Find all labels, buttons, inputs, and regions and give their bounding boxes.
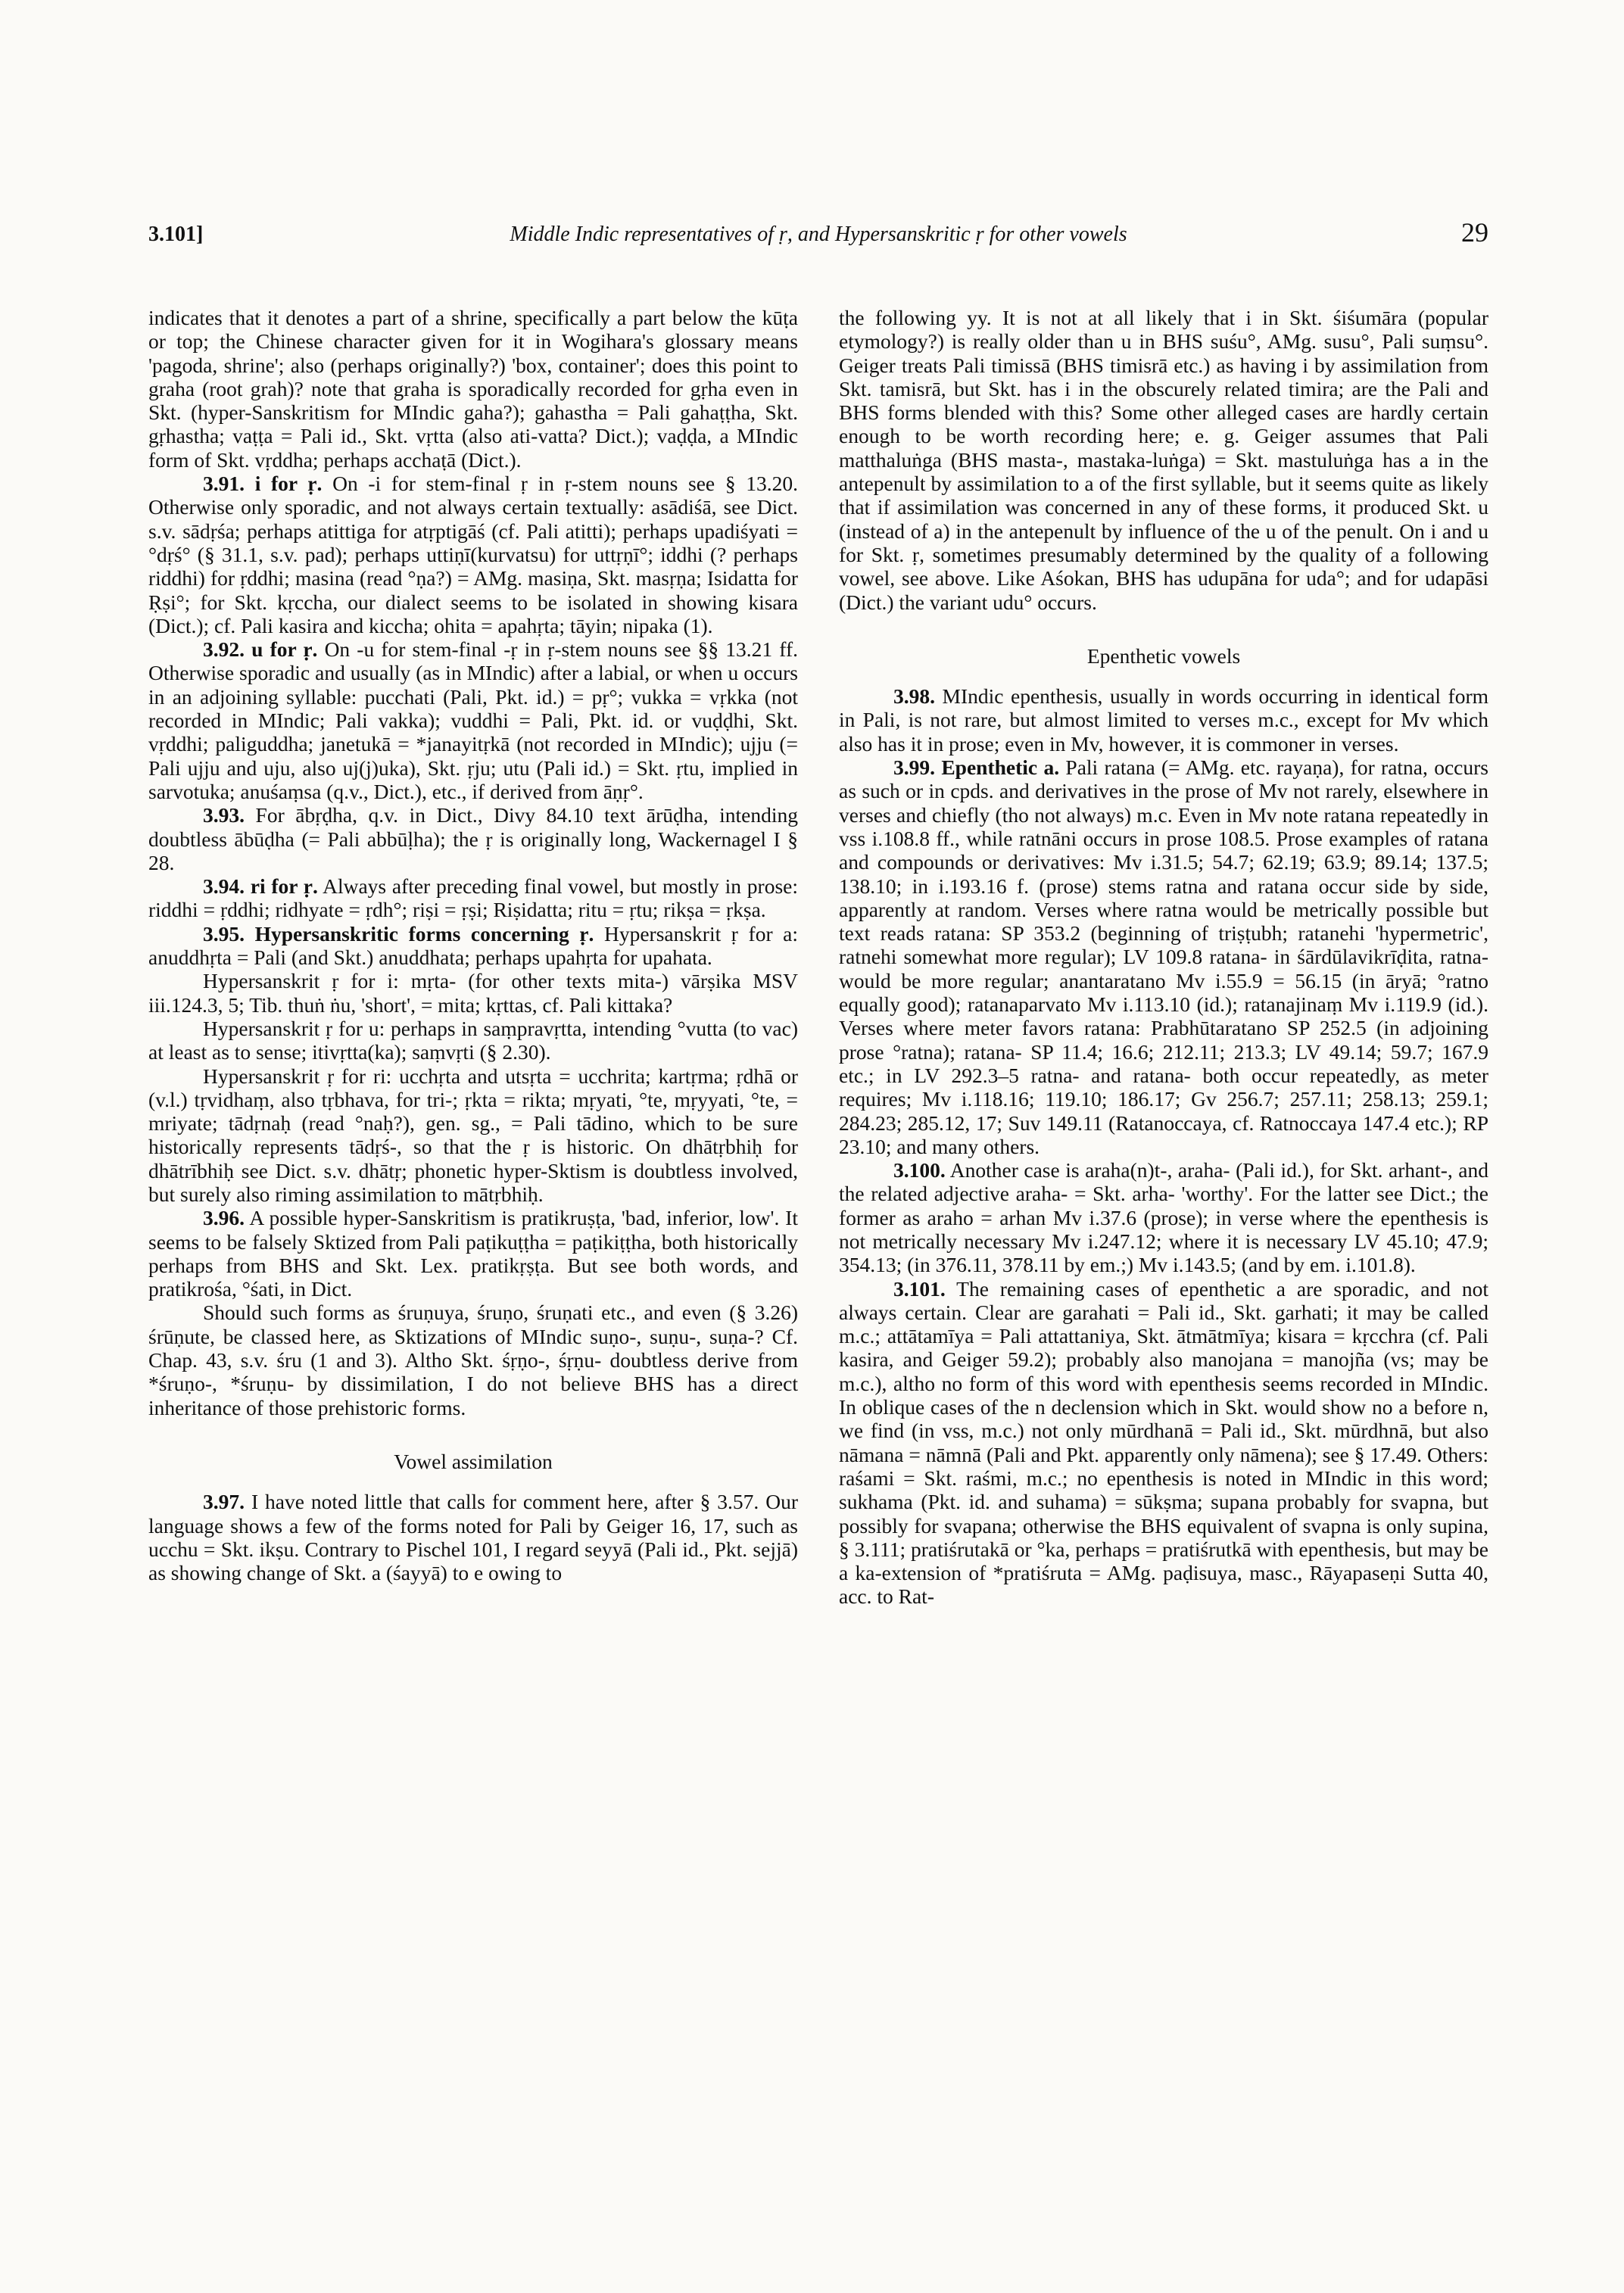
paragraph-3-96: 3.96. A possible hyper-Sanskritism is pratikruṣṭa, 'bad, inferior, low'. It seems to be falsely Sktized from Pali paṭikuṭṭha = paṭikiṭṭha, both historically perhaps from BHS and Skt. Lex. pratikṛṣṭa. But see both words, and pratikrośa, °śati, in Dict. xyxy=(148,1206,798,1301)
left-column xyxy=(148,306,798,2244)
paragraph-number: 3.94. xyxy=(203,874,245,899)
section-reference: 3.101] xyxy=(148,223,204,246)
paragraph-number: 3.92. xyxy=(203,637,245,662)
paragraph-heading: i for ṛ. xyxy=(254,472,323,496)
paragraph-heading: Epenthetic a. xyxy=(941,756,1060,780)
paragraph-number: 3.97. xyxy=(203,1490,245,1514)
paragraph-heading: u for ṛ. xyxy=(251,637,318,662)
paragraph-3-96-b: Should such forms as śruṇuya, śruṇo, śruṇati etc., and even (§ 3.26) śrūṇute, be classed here, as Sktizations of MIndic suṇo-, suṇu-, suṇa-? Cf. Chap. 43, s.v. śru (1 and 3). Altho Skt. śṛṇo-, śṛṇu- doubtless derive from *śruṇo-, *śruṇu- by dissimilation, I do not believe BHS has a direct inheritance of those prehistoric forms. xyxy=(148,1301,798,1419)
paragraph-continuation: the following yy. It is not at all likely that i in Skt. śiśumāra (popular etymology?) is really older than u in BHS suśu°, AMg. susu°, Pali suṃsu°. Geiger treats Pali timissā (BHS timisrā etc.) as having i by assimilation from Skt. tamisrā, but Skt. has i in the obscurely related timira; are the Pali and BHS forms blended with this? Some other alleged cases are hardly certain enough to be worth recording here; e. g. Geiger assumes that Pali matthaluṅga (BHS masta-, mastaka-luṅga) = Skt. mastuluṅga has a in the antepenult by assimilation to a of the first syllable, but it seems quite as likely that if assimilation was concerned in any of these forms, it produced Skt. u (instead of a) in the antepenult by influence of the u of the penult. On i and u for Skt. ṛ, sometimes presumably determined by the quality of a following vowel, see above. Like Aśokan, BHS has udupāna for uda°; and for udapāsi (Dict.) the variant udu° occurs. xyxy=(839,306,1488,614)
section-heading-epenthetic-vowels: Epenthetic vowels xyxy=(1086,643,1241,668)
paragraph-heading: ri for ṛ. xyxy=(250,874,318,899)
paragraph-continuation: indicates that it denotes a part of a shrine, specifically a part below the kūṭa or top; the Chinese character given for it in Wogihara's glossary means 'pagoda, shrine'; also (perhaps originally?) 'box, container'; does this point to graha (root grah)? note that graha is sporadically recorded for gṛha even in Skt. (hyper-Sanskritism for MIndic gaha?); gahastha = Pali gahaṭṭha, Skt. gṛhastha; vaṭṭa = Pali id., Skt. vṛtta (also ati-vatta? Dict.); vaḍḍa, a MIndic form of Skt. vṛddha; perhaps acchaṭā (Dict.). xyxy=(148,306,798,472)
paragraph-3-99: 3.99. Epenthetic a. Pali ratana (= AMg. etc. rayaṇa), for ratna, occurs as such or in cpds. and derivatives in the prose of Mv not rarely, elsewhere in verses and chiefly (tho not always) m.c. Even in Mv note ratana repeatedly in vss i.108.8 ff., while ratnāni occurs in prose 108.5. Prose examples of ratana and compounds or derivatives: Mv i.31.5; 54.7; 62.19; 63.9; 89.14; 137.5; 138.10; in i.193.16 f. (prose) stems ratna and ratana occur side by side, apparently at random. Verses where ratna would be metrically possible but text reads ratana: SP 353.2 (beginning of triṣṭubh; ratanehi 'hypermetric', ratnehi somewhat more regular); LV 109.8 ratana- in śārdūlavikrīḍita, ratna- would be more regular; anantaratano Mv i.55.9 = 56.15 (in āryā; °ratno equally good); ratanaparvato Mv i.113.10 (id.); ratanajinaṃ Mv i.119.9 (id.). Verses where meter favors ratana: Prabhūtaratano SP 252.5 (in adjoining prose °ratna); ratana- SP 11.4; 16.6; 212.11; 213.3; LV 49.14; 59.7; 167.9 etc.; in LV 292.3–5 ratna- and ratana- both occur repeatedly, as meter requires; Mv i.118.16; 119.10; 186.17; Gv 256.7; 257.11; 258.13; 259.1; 284.23; 285.12, 17; Suv 149.11 (Ratanoccaya, cf. Ratnoccaya 147.4 etc.); RP 23.10; and many others. xyxy=(839,756,1488,1158)
running-title: Middle Indic representatives of ṛ, and Hypersanskritic ṛ for other vowels xyxy=(510,223,1127,246)
paragraph-number: 3.100. xyxy=(893,1158,946,1182)
paragraph-number: 3.93. xyxy=(203,803,245,827)
paragraph-3-92: 3.92. u for ṛ. On -u for stem-final -ṛ in ṛ-stem nouns see §§ 13.21 ff. Otherwise sporadic and usually (as in MIndic) after a labial, or when u occurs in an adjoining syllable: pucchati (Pali, Pkt. id.) = pṛ°; vukka = vṛkka (not recorded in MIndic; Pali vakka); vuddhi = Pali, Pkt. id. or vuḍḍhi, Skt. vṛddhi; paliguddha; janetukā = *janayitṛkā (not recorded in MIndic); ujju (= Pali ujju and uju, also uj(j)uka), Skt. ṛju; utu (Pali id.) = Skt. ṛtu, implied in sarvotuka; anuśaṃsa (q.v., Dict.), etc., if derived from āṇṛ°. xyxy=(148,637,798,803)
right-column xyxy=(839,306,1488,2244)
paragraph-3-94: 3.94. ri for ṛ. Always after preceding final vowel, but mostly in prose: riddhi = ṛddhi; ridhyate = ṛdh°; riṣi = ṛṣi; Riṣidatta; ritu = ṛtu; rikṣa = ṛkṣa. xyxy=(148,874,798,922)
paragraph-3-95: 3.95. Hypersanskritic forms concerning ṛ. Hypersanskrit ṛ for a: anuddhṛta = Pali (and Skt.) anuddhata; perhaps upahṛta for upahata. xyxy=(148,921,798,970)
paragraph-3-95-d: Hypersanskrit ṛ for ri: ucchṛta and utsṛta = ucchrita; kartṛma; ṛdhā or (v.l.) tṛvidhaṃ, also tṛbhava, for tri-; ṛkta = rikta; mṛyati, °te, mṛyyati, °te, = mriyate; tādṛnaḥ (read °naḥ?), gen. sg., = Pali tādino, which to be sure historically represents tādṛś-, so that the ṛ is historic. On dhātṛbhiḥ for dhātrībhiḥ see Dict. s.v. dhātṛ; phonetic hyper-Sktism is doubtless involved, but surely also riming assimilation to mātṛbhiḥ. xyxy=(148,1064,798,1206)
paragraph-3-93: 3.93. For ābṛḍha, q.v. in Dict., Divy 84.10 text ārūḍha, intending doubtless ābūḍha (= Pali abbūḷha); the ṛ is originally long, Wackernagel I § 28. xyxy=(148,803,798,874)
paragraph-3-91: 3.91. i for ṛ. On -i for stem-final ṛ in ṛ-stem nouns see § 13.20. Otherwise only sporadic, and not always certain textually: asādiśā, see Dict. s.v. sādṛśa; perhaps atittiga for atṛptigāś (cf. Pali atitti); perhaps upadiśyati = °dṛś° (§ 31.1, s.v. pad); perhaps uttiṇī(kurvatsu) for uttṛṇī°; iddhi (? perhaps riddhi) for ṛddhi; masina (read °ṇa?) = AMg. masiṇa, Skt. masṛṇa; Isidatta for Ṛṣi°; for Skt. kṛccha, our dialect seems to be isolated in showing kisara (Dict.); cf. Pali kasira and kiccha; ohita = apahṛta; tāyin; nipaka (1). xyxy=(148,472,798,637)
paragraph-number: 3.98. xyxy=(893,684,935,709)
paragraph-number: 3.99. xyxy=(893,756,935,780)
paragraph-number: 3.91. xyxy=(203,472,245,496)
paragraph-number: 3.101. xyxy=(893,1276,946,1301)
paragraph-3-101: 3.101. The remaining cases of epenthetic a are sporadic, and not always certain. Clear are garahati = Pali id., Skt. garhati; it may be called m.c.; attātamīya = Pali attattaniya, Skt. ātmātmīya; kisara = kṛcchra (cf. Pali kasira, and Geiger 59.2); probably also manojana = manojña (vs; may be m.c.), altho no form of this word with epenthesis seems recorded in MIndic. In oblique cases of the n declension which in Skt. would show no a before n, we find (in vss, m.c.) not only mūrdhanā = Pali id., Skt. mūrdhnā, but also nāmana = nāmnā (Pali and Pkt. apparently only nāmena); see § 17.49. Others: raśami = Skt. raśmi, m.c.; no epenthesis is noted in MIndic in this word; sukhama (Pkt. id. and suhama) = sūkṣma; supana probably for svapna, but possibly for svapana; otherwise the BHS equivalent of svapna is only supina, § 3.111; pratiśrutakā or °ka, perhaps = pratiśrutkā with epenthesis, but may be a ka-extension of *pratiśruta = AMg. paḍisuya, masc., Rāyapaseṇi Sutta 40, acc. to Rat- xyxy=(839,1276,1488,1609)
paragraph-number: 3.95. xyxy=(203,921,245,946)
page-number: 29 xyxy=(1461,217,1488,248)
paragraph-number: 3.96. xyxy=(203,1206,245,1230)
section-heading-vowel-assimilation: Vowel assimilation xyxy=(394,1449,553,1473)
paragraph-3-95-b: Hypersanskrit ṛ for i: mṛta- (for other texts mita-) vārṣika MSV iii.124.3, 5; Tib. thuṅ ṅu, 'short', = mita; kṛttas, cf. Pali kittaka? xyxy=(148,969,798,1017)
paragraph-3-97: 3.97. I have noted little that calls for comment here, after § 3.57. Our language shows a few of the forms noted for Pali by Geiger 16, 17, such as ucchu = Skt. ikṣu. Contrary to Pischel 101, I regard seyyā (Pali id., Pkt. sejjā) as showing change of Skt. a (śayyā) to e owing to xyxy=(148,1490,798,1585)
paragraph-heading: Hypersanskritic forms concerning ṛ. xyxy=(254,921,594,946)
paragraph-3-98: 3.98. MIndic epenthesis, usually in words occurring in identical form in Pali, is not rare, but almost limited to verses m.c., except for Mv which also has it in prose; even in Mv, however, it is commoner in verses. xyxy=(839,684,1488,756)
paragraph-3-95-c: Hypersanskrit ṛ for u: perhaps in saṃpravṛtta, intending °vutta (to vac) at least as to sense; itivṛtta(ka); saṃvṛti (§ 2.30). xyxy=(148,1016,798,1064)
paragraph-3-100: 3.100. Another case is araha(n)t-, araha- (Pali id.), for Skt. arhant-, and the related adjective araha- = Skt. arha- 'worthy'. For the latter see Dict.; the former as araho = arhan Mv i.37.6 (prose); in verse where the epenthesis is not metrically necessary Mv i.247.12; where it is necessary LV 45.10; 47.9; 354.13; (in 376.11, 378.11 by em.;) Mv i.143.5; (and by em. i.101.8). xyxy=(839,1158,1488,1277)
running-header xyxy=(148,215,1488,260)
